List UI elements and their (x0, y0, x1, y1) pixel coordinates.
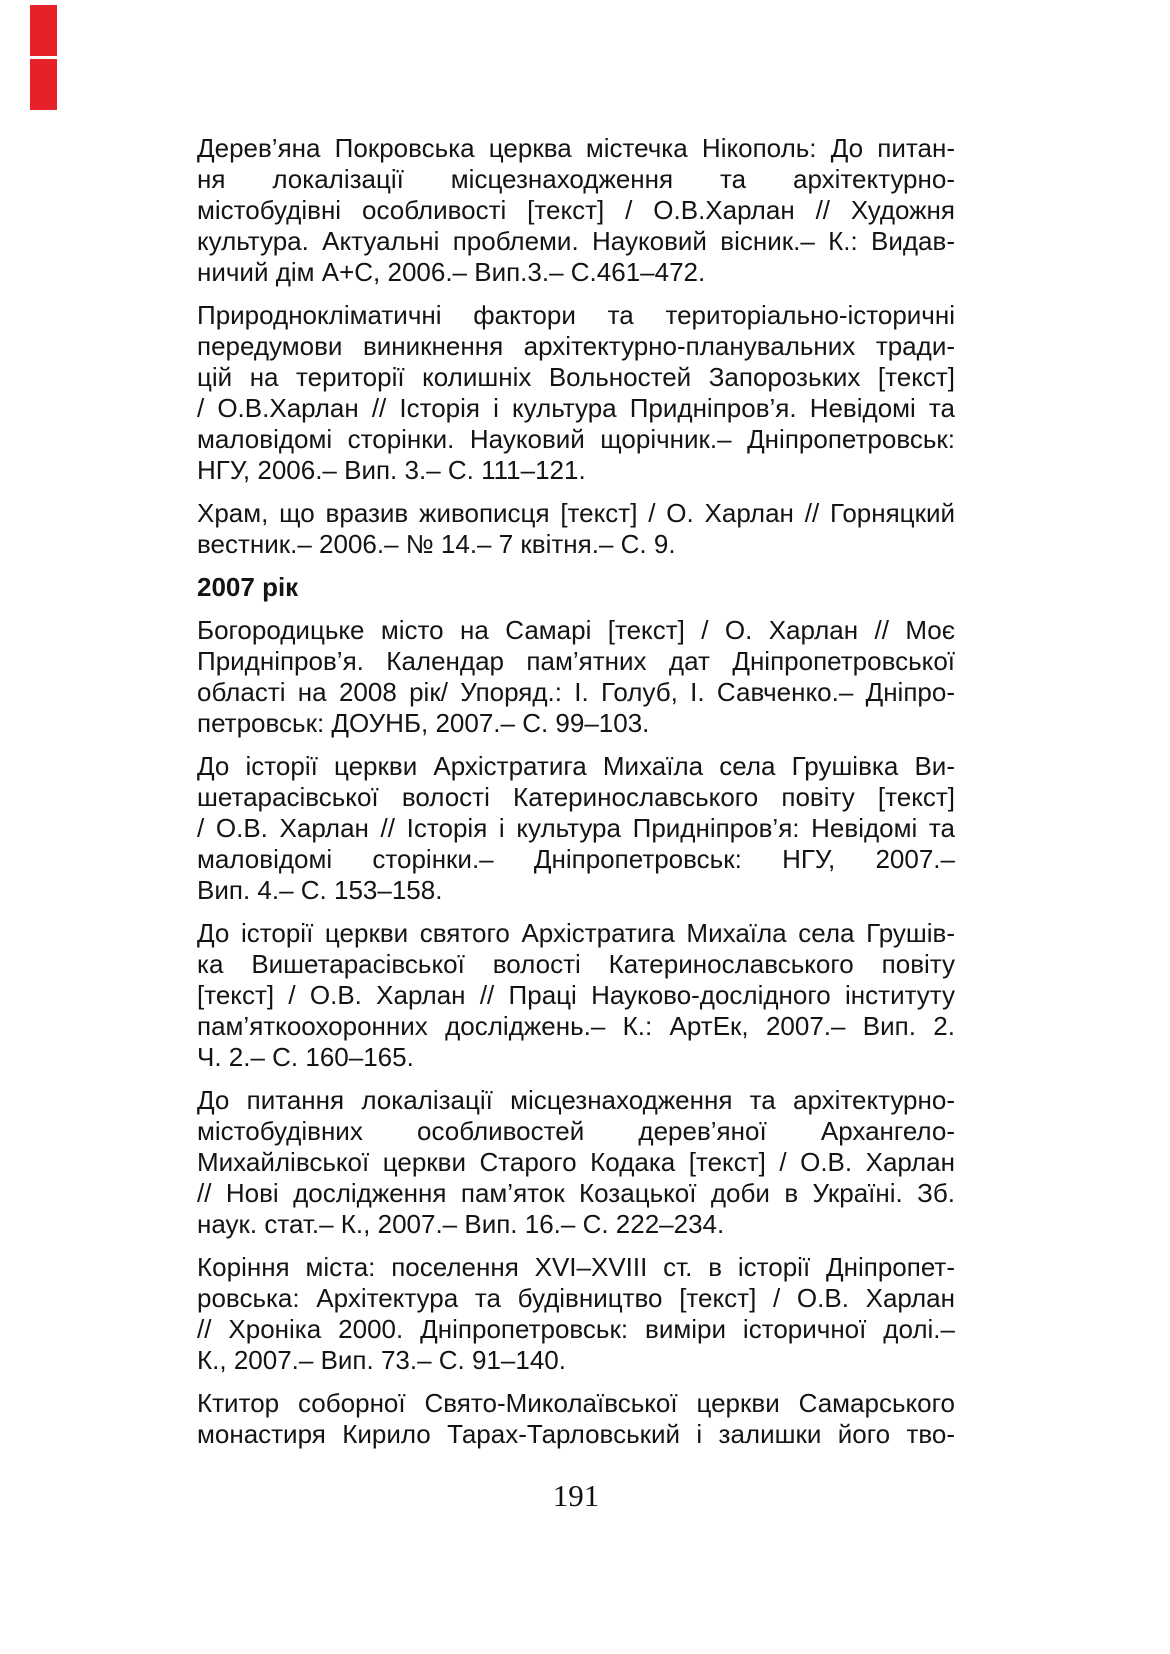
entry-line: НГУ, 2006.– Вип. 3.– С. 111–121. (197, 455, 586, 485)
entry-line: Природнокліматичні фактори та територіально-історичні (197, 300, 955, 330)
page-number: 191 (552, 1478, 600, 1513)
entry-line: К., 2007.– Вип. 73.– С. 91–140. (197, 1345, 566, 1375)
entry-line: [текст] / О.В. Харлан // Праці Науково-дослідного інституту (197, 980, 955, 1010)
entry-line: До питання локалізації місцезнаходження та архітектурно- (197, 1085, 955, 1115)
entry-line: До історії церкви Архістратига Михаїла села Грушівка Ви- (197, 751, 955, 781)
bib-entry (197, 1252, 955, 1376)
entry-line: області на 2008 рік/ Упоряд.: І. Голуб, І. Савченко.– Дніпро- (197, 677, 955, 707)
entry-line: містобудівних особливостей дерев’яної Архангело- (197, 1116, 955, 1146)
bib-entry (197, 300, 955, 486)
entry-line: пам’яткоохоронних досліджень.– К.: АртЕк, 2007.– Вип. 2. (197, 1011, 955, 1041)
entry-line: Ч. 2.– С. 160–165. (197, 1042, 414, 1072)
entry-line: вестник.– 2006.– № 14.– 7 квітня.– С. 9. (197, 529, 676, 559)
entry-line: / О.В. Харлан // Історія і культура Придніпров’я: Невідомі та (197, 813, 955, 843)
entry-line: шетарасівської волості Катеринославського повіту [текст] (197, 782, 955, 812)
entry-line: Ктитор соборної Свято-Миколаївської церкви Самарського (197, 1388, 955, 1418)
entry-line: петровськ: ДОУНБ, 2007.– С. 99–103. (197, 708, 650, 738)
bib-entry (197, 133, 955, 288)
bib-entry (197, 615, 955, 739)
entry-line: ничий дім А+С, 2006.– Вип.3.– С.461–472. (197, 257, 706, 287)
entry-line: монастиря Кирило Тарах-Тарловський і залишки його тво- (197, 1419, 955, 1449)
entry-line: наук. стат.– К., 2007.– Вип. 16.– С. 222–234. (197, 1209, 725, 1239)
bibliography (197, 133, 955, 1462)
entry-line: Михайлівської церкви Старого Кодака [текст] / О.В. Харлан (197, 1147, 955, 1177)
entry-line: маловідомі сторінки.– Дніпропетровськ: НГУ, 2007.– (197, 844, 955, 874)
entry-line: культура. Актуальні проблеми. Науковий вісник.– К.: Видав- (197, 226, 955, 256)
bib-entry (197, 1085, 955, 1240)
entry-line: ровська: Архітектура та будівництво [текст] / О.В. Харлан (197, 1283, 955, 1313)
entry-line: // Хроніка 2000. Дніпропетровськ: виміри історичної долі.– (197, 1314, 955, 1344)
entry-line: // Нові дослідження пам’яток Козацької доби в Україні. Зб. (197, 1178, 955, 1208)
red-scan-mark (30, 5, 57, 56)
bib-entry (197, 498, 955, 560)
entry-line: передумови виникнення архітектурно-планувальних тради- (197, 331, 955, 361)
year-heading: 2007 рік (197, 572, 299, 602)
entry-line: Придніпров’я. Календар пам’ятних дат Дніпропетровської (197, 646, 955, 676)
entry-line: / О.В.Харлан // Історія і культура Придніпров’я. Невідомі та (197, 393, 955, 423)
entry-line: містобудівні особливості [текст] / О.В.Харлан // Художня (197, 195, 955, 225)
entry-line: Храм, що вразив живописця [текст] / О. Харлан // Горняцкий (197, 498, 955, 528)
entry-line: До історії церкви святого Архістратига Михаїла села Грушів- (197, 918, 955, 948)
entry-line: Вип. 4.– С. 153–158. (197, 875, 443, 905)
entry-line: Дерев’яна Покровська церква містечка Нікополь: До питан- (197, 133, 955, 163)
entry-line: цій на території колишніх Вольностей Запорозьких [текст] (197, 362, 955, 392)
entry-line: Богородицьке місто на Самарі [текст] / О. Харлан // Моє (197, 615, 955, 645)
bib-entry (197, 918, 955, 1073)
entry-line: Коріння міста: поселення XVI–XVIII ст. в історії Дніпропет- (197, 1252, 955, 1282)
entry-line: ня локалізації місцезнаходження та архітектурно- (197, 164, 955, 194)
red-scan-mark (30, 59, 57, 110)
entry-line: ка Вишетарасівської волості Катеринославського повіту (197, 949, 955, 979)
bib-entry (197, 751, 955, 906)
bib-entry (197, 1388, 955, 1450)
entry-line: маловідомі сторінки. Науковий щорічник.– Дніпропетровськ: (197, 424, 955, 454)
